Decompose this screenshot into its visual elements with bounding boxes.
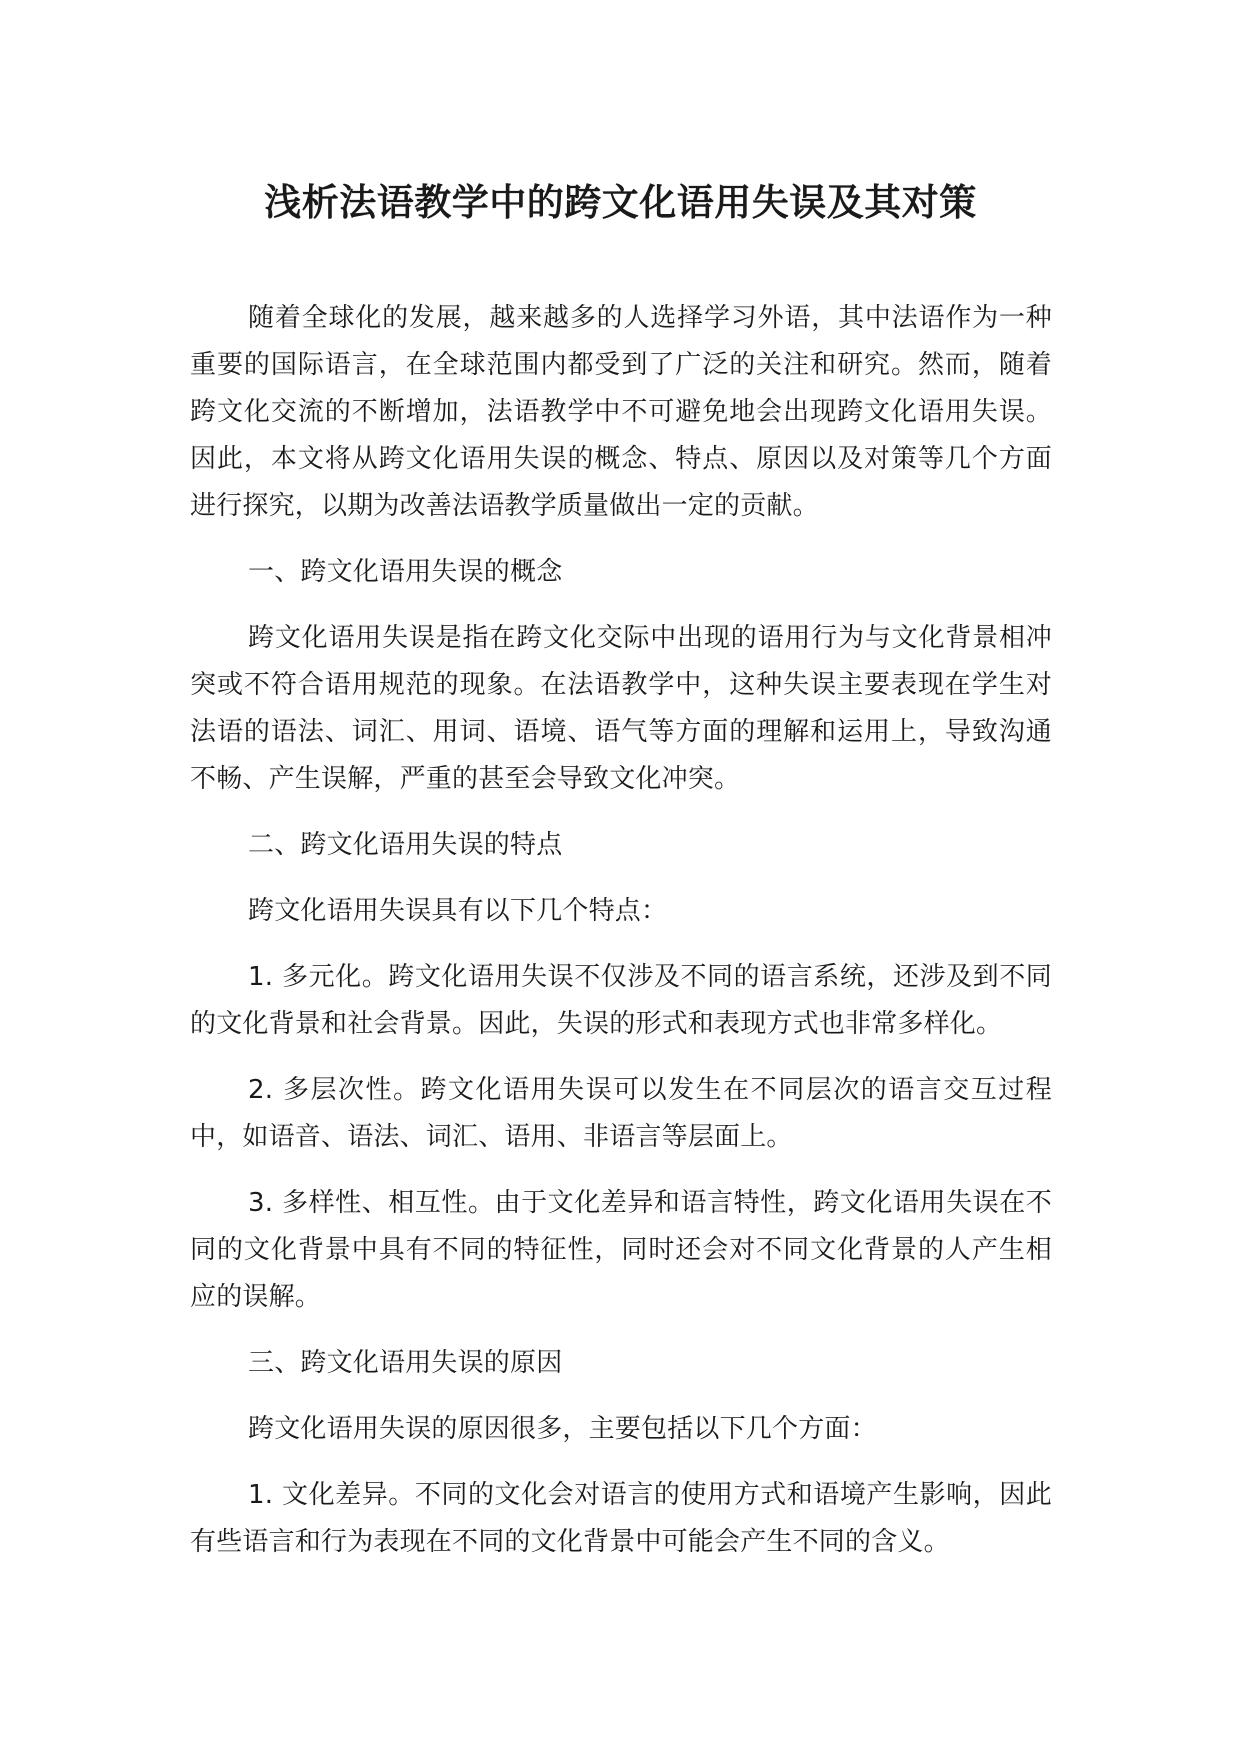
feature-item-2: 2. 多层次性。跨文化语用失误可以发生在不同层次的语言交互过程中，如语音、语法、词汇、语用、非语言等层面上。 <box>190 1075 1052 1152</box>
feature-item-1: 1. 多元化。跨文化语用失误不仅涉及不同的语言系统，还涉及到不同的文化背景和社会背景。因此，失误的形式和表现方式也非常多样化。 <box>190 962 1052 1039</box>
document-body <box>190 295 1052 1585</box>
intro-paragraph: 随着全球化的发展，越来越多的人选择学习外语，其中法语作为一种重要的国际语言，在全球范围内都受到了广泛的关注和研究。然而，随着跨文化交流的不断增加，法语教学中不可避免地会出现跨文化语用失误。因此，本文将从跨文化语用失误的概念、特点、原因以及对策等几个方面进行探究，以期为改善法语教学质量做出一定的贡献。 <box>190 303 1052 521</box>
section-heading-concept: 一、跨文化语用失误的概念 <box>248 557 563 587</box>
concept-paragraph: 跨文化语用失误是指在跨文化交际中出现的语用行为与文化背景相冲突或不符合语用规范的现象。在法语教学中，这种失误主要表现在学生对法语的语法、词汇、用词、语境、语气等方面的理解和运用上，导致沟通不畅、产生误解，严重的甚至会导致文化冲突。 <box>190 623 1052 794</box>
cause-item-1: 1. 文化差异。不同的文化会对语言的使用方式和语境产生影响，因此有些语言和行为表现在不同的文化背景中可能会产生不同的含义。 <box>190 1480 1052 1557</box>
section-heading-features: 二、跨文化语用失误的特点 <box>248 830 563 860</box>
feature-item-3: 3. 多样性、相互性。由于文化差异和语言特性，跨文化语用失误在不同的文化背景中具有不同的特征性，同时还会对不同文化背景的人产生相应的误解。 <box>190 1188 1052 1312</box>
features-intro-paragraph: 跨文化语用失误具有以下几个特点： <box>248 896 668 926</box>
document-title: 浅析法语教学中的跨文化语用失误及其对策 <box>264 181 977 224</box>
causes-intro-paragraph: 跨文化语用失误的原因很多，主要包括以下几个方面： <box>248 1414 877 1444</box>
section-heading-causes: 三、跨文化语用失误的原因 <box>248 1348 563 1378</box>
